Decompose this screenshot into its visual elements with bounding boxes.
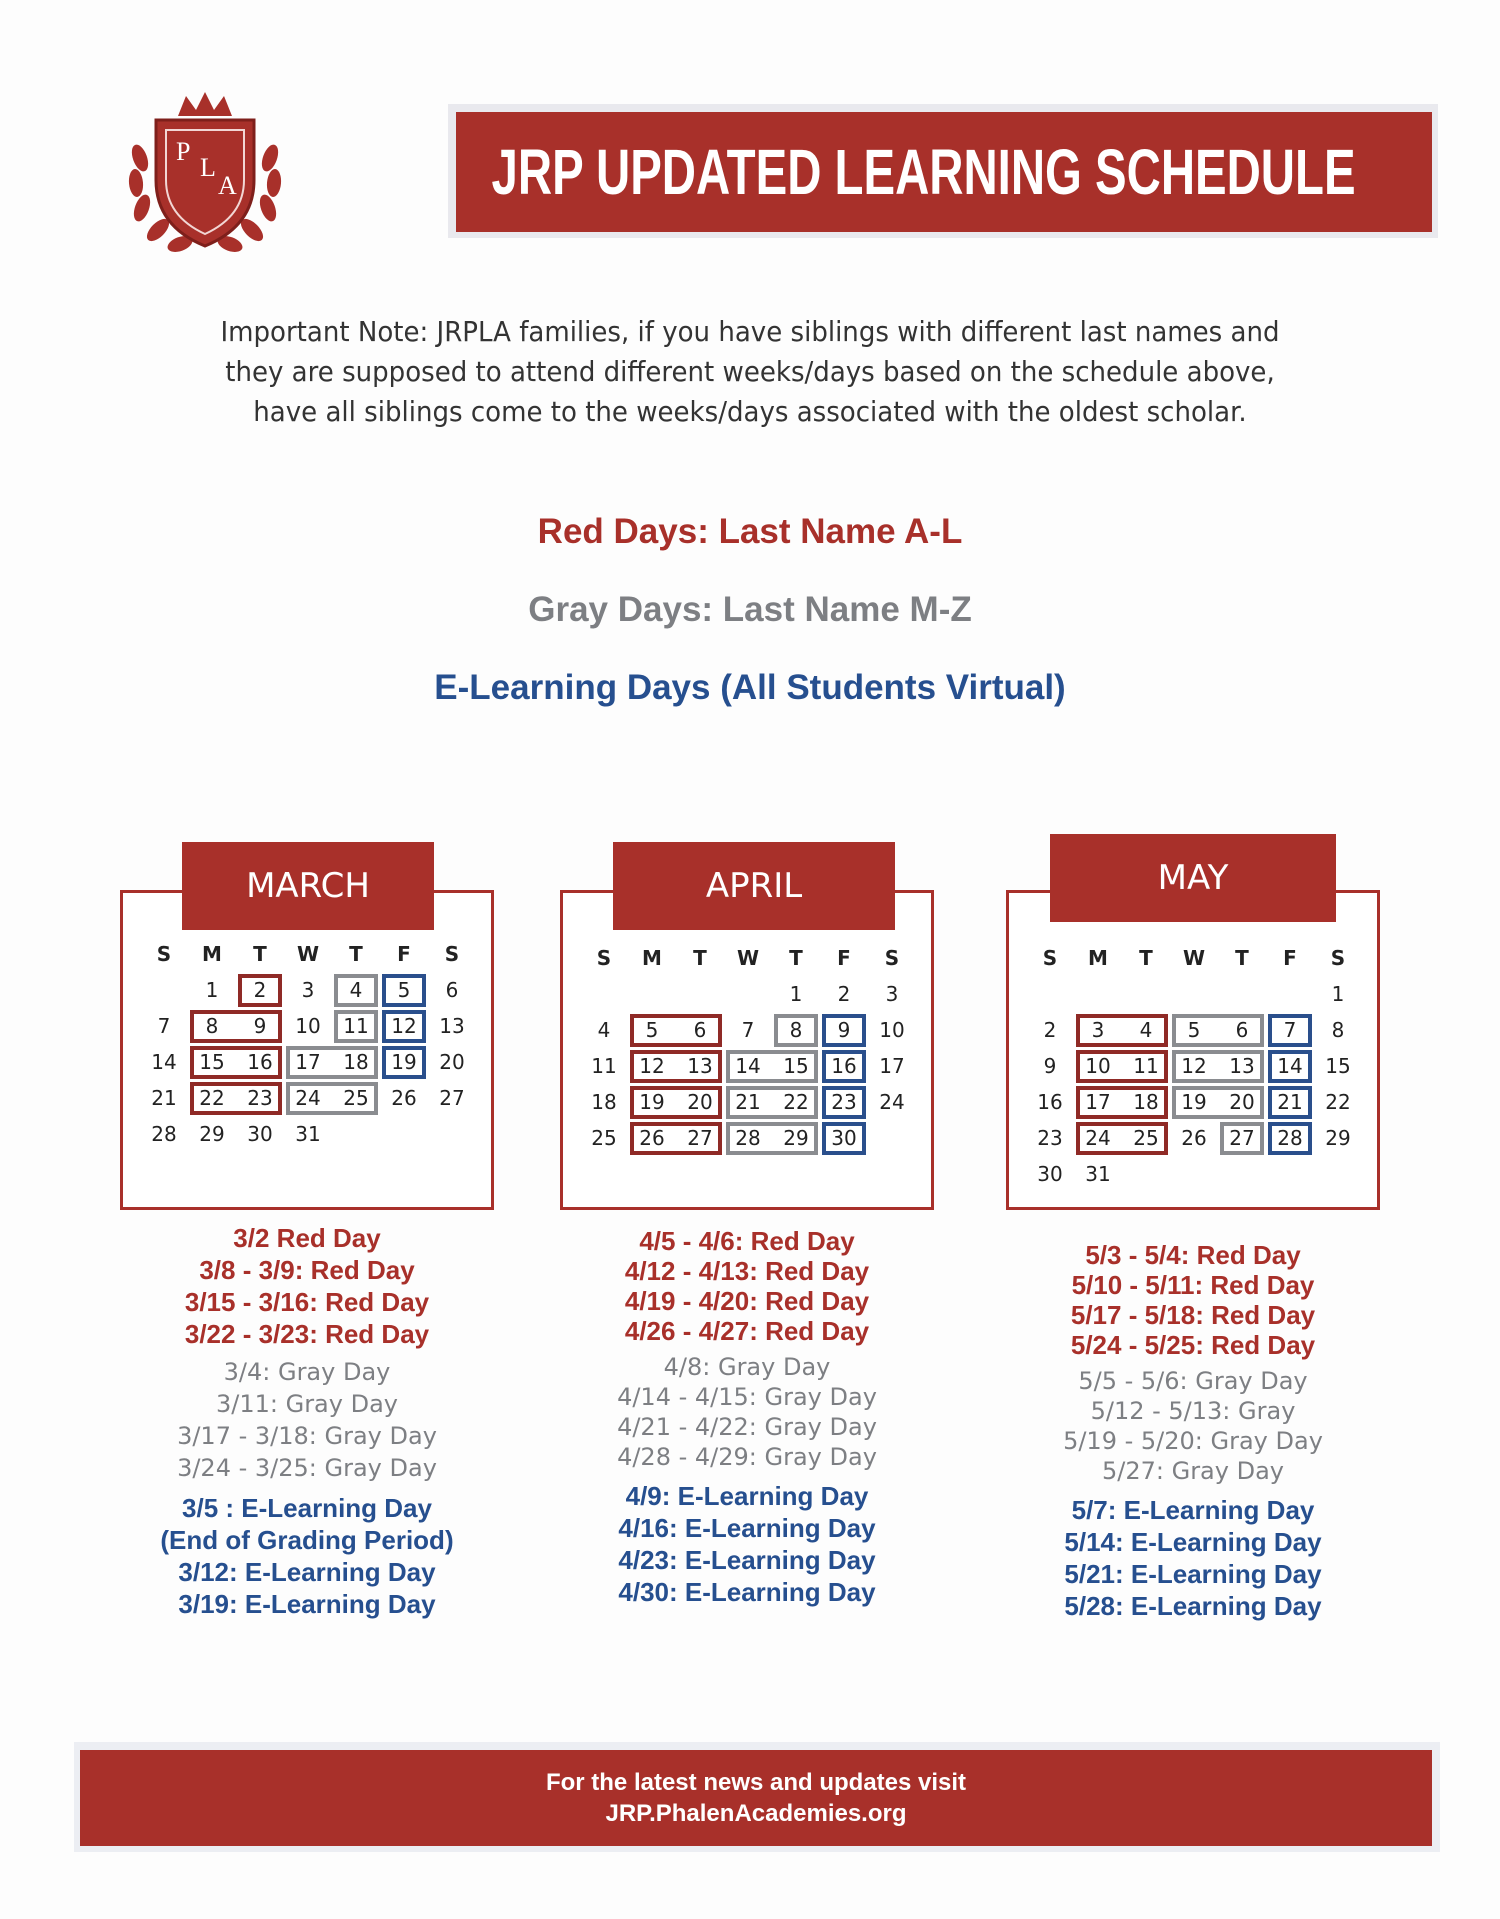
calendar-day xyxy=(724,976,772,1012)
gray-day-highlight xyxy=(726,1050,818,1083)
elearning-day-highlight xyxy=(822,1050,866,1083)
elearning-day-highlight xyxy=(1268,1086,1312,1119)
weekday-label: S xyxy=(1330,946,1346,970)
gray-day-entry: 3/4: Gray Day xyxy=(223,1358,391,1386)
gray-day-highlight xyxy=(774,1014,818,1047)
elearning-day-highlight xyxy=(382,974,426,1007)
svg-text:A: A xyxy=(218,171,237,200)
gray-day-highlight xyxy=(1220,1122,1264,1155)
elearning-day-entry: 5/28: E-Learning Day xyxy=(1064,1591,1322,1621)
calendar-day xyxy=(428,1116,476,1152)
calendar-grid xyxy=(580,940,916,1156)
calendar-day: 5 xyxy=(397,978,411,1002)
calendar-day: 29 xyxy=(199,1122,225,1146)
calendar-day: 3 xyxy=(301,978,315,1002)
red-day-highlight xyxy=(630,1014,722,1047)
gray-day-entry: 4/21 - 4/22: Gray Day xyxy=(617,1413,877,1441)
calendar-day: 12 xyxy=(391,1014,417,1038)
red-day-highlight xyxy=(238,974,282,1007)
calendar-day: 21 xyxy=(1277,1090,1303,1114)
weekday-label: S xyxy=(444,942,460,966)
calendar-day: 12 xyxy=(639,1054,665,1078)
calendar-day: 6 xyxy=(445,978,459,1002)
week-row xyxy=(1026,1156,1362,1192)
elearning-day-highlight xyxy=(822,1122,866,1155)
calendar-day: 7 xyxy=(1283,1018,1297,1042)
gray-day-highlight xyxy=(1172,1050,1264,1083)
calendar-day: 4 xyxy=(349,978,363,1002)
weekday-label: T xyxy=(1235,946,1249,970)
week-row xyxy=(140,1116,476,1152)
calendar-day: 5 xyxy=(1187,1018,1201,1042)
week-row xyxy=(1026,976,1362,1012)
calendar-day: 18 xyxy=(343,1050,369,1074)
red-day-entry: 3/8 - 3/9: Red Day xyxy=(199,1255,415,1285)
calendar-day: 13 xyxy=(687,1054,713,1078)
calendar-day xyxy=(332,1116,380,1152)
calendar-day: 30 xyxy=(1037,1162,1063,1186)
calendar-day: 10 xyxy=(879,1018,905,1042)
calendar-day: 1 xyxy=(1331,982,1345,1006)
legend-red-days: Red Days: Last Name A-L xyxy=(537,512,963,551)
gray-day-entry: 4/8: Gray Day xyxy=(663,1353,831,1381)
red-day-highlight xyxy=(1076,1050,1168,1083)
svg-text:P: P xyxy=(176,137,191,166)
important-note: Important Note: JRPLA families, if you have siblings with different last names and they are supposed to attend different weeks/days based on the schedule above, have all siblings come to the weeks/days associated with the oldest scholar. xyxy=(220,315,1280,428)
calendar-day: 12 xyxy=(1181,1054,1207,1078)
elearning-day-entry: 5/14: E-Learning Day xyxy=(1064,1527,1322,1557)
calendar-day: 20 xyxy=(1229,1090,1255,1114)
calendar-day: 21 xyxy=(151,1086,177,1110)
calendar-day: 25 xyxy=(343,1086,369,1110)
calendar-day: 27 xyxy=(687,1126,713,1150)
calendar-day: 18 xyxy=(1133,1090,1159,1114)
calendar-day: 29 xyxy=(1325,1126,1351,1150)
calendar-month-tab: MARCH xyxy=(182,842,434,930)
red-day-entry: 3/2 Red Day xyxy=(233,1223,381,1253)
weekday-label: S xyxy=(156,942,172,966)
calendar-day: 17 xyxy=(295,1050,321,1074)
calendar-grid xyxy=(1026,940,1362,1192)
red-day-entry: 4/5 - 4/6: Red Day xyxy=(639,1226,855,1256)
calendar-day xyxy=(676,976,724,1012)
calendar-day: 20 xyxy=(439,1050,465,1074)
calendar-day: 24 xyxy=(295,1086,321,1110)
calendar-day: 8 xyxy=(789,1018,803,1042)
calendar-day: 11 xyxy=(1133,1054,1159,1078)
weekday-label: M xyxy=(1088,946,1108,970)
weekday-label: W xyxy=(736,946,760,970)
red-day-highlight xyxy=(190,1046,282,1079)
red-day-entry: 4/12 - 4/13: Red Day xyxy=(624,1256,870,1286)
red-day-highlight xyxy=(630,1122,722,1155)
calendar-day: 24 xyxy=(879,1090,905,1114)
calendar-day xyxy=(1170,1156,1218,1192)
weekday-label: T xyxy=(253,942,267,966)
calendar-day: 27 xyxy=(1229,1126,1255,1150)
red-day-entry: 5/17 - 5/18: Red Day xyxy=(1070,1300,1316,1330)
may-events xyxy=(1006,1240,1380,1622)
calendar-day xyxy=(1170,976,1218,1012)
calendar-day: 24 xyxy=(1085,1126,1111,1150)
red-day-highlight xyxy=(630,1086,722,1119)
red-day-highlight xyxy=(190,1010,282,1043)
elearning-day-highlight xyxy=(822,1014,866,1047)
red-day-entry: 4/19 - 4/20: Red Day xyxy=(624,1286,870,1316)
red-day-highlight xyxy=(1076,1086,1168,1119)
calendar-day: 13 xyxy=(439,1014,465,1038)
calendar-day: 2 xyxy=(1043,1018,1057,1042)
april-events xyxy=(560,1226,934,1608)
calendar-day: 9 xyxy=(837,1018,851,1042)
calendar-day xyxy=(1266,976,1314,1012)
red-day-entry: 3/22 - 3/23: Red Day xyxy=(184,1319,430,1349)
elearning-day-highlight xyxy=(382,1046,426,1079)
calendar-day: 22 xyxy=(1325,1090,1351,1114)
calendar-day: 9 xyxy=(253,1014,267,1038)
elearning-day-entry: 4/16: E-Learning Day xyxy=(618,1513,876,1543)
calendar-march xyxy=(120,842,494,1212)
calendar-day: 18 xyxy=(591,1090,617,1114)
footer-text: For the latest news and updates visit xyxy=(545,1769,967,1796)
calendar-day: 15 xyxy=(1325,1054,1351,1078)
gray-day-entry: 4/14 - 4/15: Gray Day xyxy=(617,1383,877,1411)
elearning-day-highlight xyxy=(1268,1050,1312,1083)
gray-day-entry: 5/5 - 5/6: Gray Day xyxy=(1078,1367,1308,1395)
calendar-day: 26 xyxy=(639,1126,665,1150)
calendar-day: 19 xyxy=(1181,1090,1207,1114)
calendar-april xyxy=(560,842,934,1212)
calendar-day: 28 xyxy=(151,1122,177,1146)
calendar-day: 31 xyxy=(1085,1162,1111,1186)
red-day-entry: 5/3 - 5/4: Red Day xyxy=(1085,1240,1301,1270)
calendar-day: 23 xyxy=(1037,1126,1063,1150)
weekday-label: M xyxy=(202,942,222,966)
calendar-day: 10 xyxy=(1085,1054,1111,1078)
elearning-day-entry: 3/19: E-Learning Day xyxy=(178,1589,436,1619)
calendar-day: 15 xyxy=(783,1054,809,1078)
weekday-label: F xyxy=(397,942,411,966)
calendar-day xyxy=(1218,976,1266,1012)
calendar-day xyxy=(1074,976,1122,1012)
weekday-label: S xyxy=(596,946,612,970)
calendar-day: 8 xyxy=(1331,1018,1345,1042)
calendar-day: 27 xyxy=(439,1086,465,1110)
calendar-day xyxy=(1122,976,1170,1012)
calendar-day: 30 xyxy=(831,1126,857,1150)
gray-day-entry: 4/28 - 4/29: Gray Day xyxy=(617,1443,877,1471)
legend-elearning-days: E-Learning Days (All Students Virtual) xyxy=(434,668,1066,707)
calendar-day: 1 xyxy=(205,978,219,1002)
weekday-label: F xyxy=(837,946,851,970)
title-banner xyxy=(456,112,1432,232)
elearning-day-entry: 5/7: E-Learning Day xyxy=(1071,1495,1315,1525)
march-events xyxy=(120,1222,494,1620)
gray-day-highlight xyxy=(1172,1014,1264,1047)
calendar-day: 3 xyxy=(885,982,899,1006)
gray-day-entry: 3/11: Gray Day xyxy=(215,1390,398,1418)
elearning-day-entry: 4/30: E-Learning Day xyxy=(618,1577,876,1607)
calendar-day: 19 xyxy=(639,1090,665,1114)
calendar-day: 16 xyxy=(831,1054,857,1078)
calendar-day: 19 xyxy=(391,1050,417,1074)
red-day-entry: 4/26 - 4/27: Red Day xyxy=(624,1316,870,1346)
elearning-day-entry: 4/9: E-Learning Day xyxy=(625,1481,869,1511)
calendar-day: 16 xyxy=(247,1050,273,1074)
calendar-day: 25 xyxy=(591,1126,617,1150)
gray-day-highlight xyxy=(726,1086,818,1119)
calendar-day: 5 xyxy=(645,1018,659,1042)
calendar-day: 21 xyxy=(735,1090,761,1114)
gray-day-highlight xyxy=(286,1082,378,1115)
calendar-day: 20 xyxy=(687,1090,713,1114)
calendar-day xyxy=(580,976,628,1012)
elearning-day-highlight xyxy=(1268,1122,1312,1155)
weekday-label: W xyxy=(296,942,320,966)
calendar-day: 23 xyxy=(831,1090,857,1114)
week-row xyxy=(580,976,916,1012)
calendar-day: 14 xyxy=(151,1050,177,1074)
calendar-day: 8 xyxy=(205,1014,219,1038)
weekday-label: W xyxy=(1182,946,1206,970)
elearning-day-entry: (End of Grading Period) xyxy=(160,1525,454,1555)
calendar-day: 1 xyxy=(789,982,803,1006)
calendar-day: 23 xyxy=(247,1086,273,1110)
weekday-label: F xyxy=(1283,946,1297,970)
elearning-day-entry: 3/5 : E-Learning Day xyxy=(182,1493,432,1523)
elearning-day-entry: 5/21: E-Learning Day xyxy=(1064,1559,1322,1589)
calendar-day xyxy=(140,972,188,1008)
calendar-day: 4 xyxy=(1139,1018,1153,1042)
weekday-header-row xyxy=(1026,940,1362,976)
calendar-day: 25 xyxy=(1133,1126,1159,1150)
calendar-day xyxy=(868,1120,916,1156)
pla-crest-logo xyxy=(120,88,290,258)
calendar-day: 4 xyxy=(597,1018,611,1042)
red-day-entry: 3/15 - 3/16: Red Day xyxy=(184,1287,430,1317)
calendar-day: 11 xyxy=(343,1014,369,1038)
calendar-day xyxy=(1218,1156,1266,1192)
red-day-entry: 5/10 - 5/11: Red Day xyxy=(1071,1270,1315,1300)
calendar-day: 26 xyxy=(1181,1126,1207,1150)
calendar-day xyxy=(1026,976,1074,1012)
calendar-month-tab: APRIL xyxy=(613,842,895,930)
red-day-highlight xyxy=(1076,1122,1168,1155)
footer-website-link[interactable]: JRP.PhalenAcademies.org xyxy=(605,1800,907,1827)
legend-gray-days: Gray Days: Last Name M-Z xyxy=(528,590,972,629)
weekday-label: S xyxy=(884,946,900,970)
weekday-label: T xyxy=(349,942,363,966)
gray-day-highlight xyxy=(334,1010,378,1043)
red-day-entry: 5/24 - 5/25: Red Day xyxy=(1070,1330,1316,1360)
gray-day-highlight xyxy=(334,974,378,1007)
calendar-day: 14 xyxy=(1277,1054,1303,1078)
gray-day-highlight xyxy=(1172,1086,1264,1119)
calendar-day: 17 xyxy=(1085,1090,1111,1114)
calendar-day: 28 xyxy=(735,1126,761,1150)
calendar-day: 31 xyxy=(295,1122,321,1146)
red-day-highlight xyxy=(190,1082,282,1115)
calendar-day: 13 xyxy=(1229,1054,1255,1078)
red-day-highlight xyxy=(630,1050,722,1083)
calendar-day: 30 xyxy=(247,1122,273,1146)
calendar-day: 2 xyxy=(253,978,267,1002)
calendar-day: 14 xyxy=(735,1054,761,1078)
calendar-day: 28 xyxy=(1277,1126,1303,1150)
elearning-day-entry: 3/12: E-Learning Day xyxy=(178,1557,436,1587)
page-title: JRP UPDATED LEARNING SCHEDULE xyxy=(492,136,1356,208)
gray-day-entry: 5/27: Gray Day xyxy=(1101,1457,1284,1485)
elearning-day-highlight xyxy=(382,1010,426,1043)
elearning-day-highlight xyxy=(822,1086,866,1119)
calendar-day: 7 xyxy=(157,1014,171,1038)
calendar-day: 6 xyxy=(693,1018,707,1042)
gray-day-entry: 3/24 - 3/25: Gray Day xyxy=(177,1454,437,1482)
gray-day-entry: 5/19 - 5/20: Gray Day xyxy=(1063,1427,1323,1455)
calendar-day: 10 xyxy=(295,1014,321,1038)
calendar-day xyxy=(380,1116,428,1152)
calendar-day xyxy=(628,976,676,1012)
elearning-day-highlight xyxy=(1268,1014,1312,1047)
weekday-label: T xyxy=(1139,946,1153,970)
weekday-header-row xyxy=(580,940,916,976)
calendar-day xyxy=(1266,1156,1314,1192)
footer-banner xyxy=(80,1750,1432,1846)
calendar-day xyxy=(1122,1156,1170,1192)
calendar-day: 6 xyxy=(1235,1018,1249,1042)
calendar-day: 29 xyxy=(783,1126,809,1150)
weekday-label: M xyxy=(642,946,662,970)
calendar-day: 15 xyxy=(199,1050,225,1074)
calendar-day: 22 xyxy=(783,1090,809,1114)
gray-day-highlight xyxy=(286,1046,378,1079)
gray-day-entry: 3/17 - 3/18: Gray Day xyxy=(177,1422,437,1450)
calendar-day: 2 xyxy=(837,982,851,1006)
calendar-day: 17 xyxy=(879,1054,905,1078)
calendar-may xyxy=(1006,834,1380,1212)
elearning-day-entry: 4/23: E-Learning Day xyxy=(618,1545,876,1575)
calendar-day: 16 xyxy=(1037,1090,1063,1114)
calendar-day: 3 xyxy=(1091,1018,1105,1042)
calendar-day: 26 xyxy=(391,1086,417,1110)
calendar-grid xyxy=(140,936,476,1152)
calendar-day xyxy=(1314,1156,1362,1192)
calendar-day: 9 xyxy=(1043,1054,1057,1078)
red-day-highlight xyxy=(1076,1014,1168,1047)
calendar-month-tab: MAY xyxy=(1050,834,1336,922)
weekday-label: T xyxy=(789,946,803,970)
calendar-day: 22 xyxy=(199,1086,225,1110)
calendar-day: 11 xyxy=(591,1054,617,1078)
gray-day-highlight xyxy=(726,1122,818,1155)
gray-day-entry: 5/12 - 5/13: Gray xyxy=(1090,1397,1296,1425)
svg-text:L: L xyxy=(200,153,216,182)
weekday-header-row xyxy=(140,936,476,972)
weekday-label: T xyxy=(693,946,707,970)
calendar-day: 7 xyxy=(741,1018,755,1042)
weekday-label: S xyxy=(1042,946,1058,970)
